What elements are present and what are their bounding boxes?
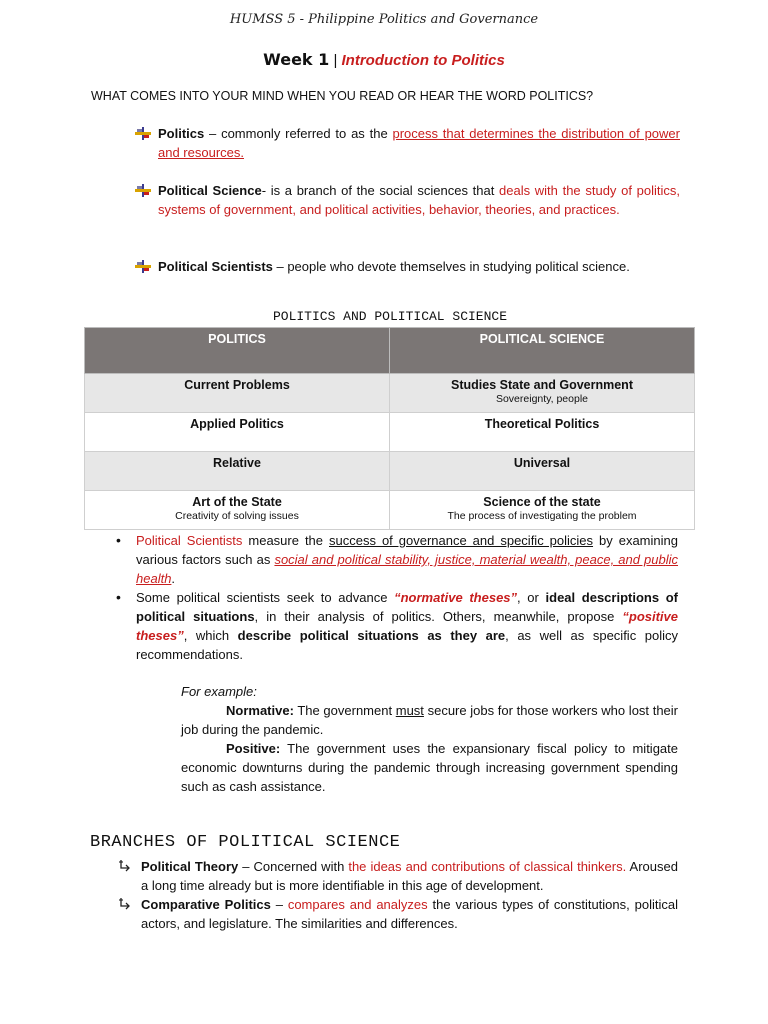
branch-highlight: the ideas and contributions of classical thinkers. (348, 859, 627, 874)
example-positive (181, 739, 678, 796)
cell-main: Art of the State (192, 495, 282, 509)
cell-main: Science of the state (483, 495, 601, 509)
note-underlined: success of governance and specific policies (329, 533, 594, 548)
cell-main: Applied Politics (190, 417, 284, 431)
note-text: , as well as specific policy recommendations. (136, 628, 678, 662)
colored-bullet-icon (135, 184, 151, 197)
branch-text: Aroused a long time already but is more identifiable in this age of development. (141, 859, 678, 893)
table-row (85, 491, 695, 530)
note-text: , which (183, 628, 238, 643)
table-cell (85, 491, 390, 530)
example-underlined: must (395, 703, 424, 718)
branch-term: Comparative Politics (141, 897, 271, 912)
cell-sub: The process of investigating the problem (447, 510, 637, 522)
note-text: , in their analysis of politics. Others, meanwhile, propose (254, 609, 623, 624)
note-bold: ideal descriptions of political situations (136, 590, 678, 624)
week-heading (0, 50, 768, 69)
note-bold: describe political situations as they are (237, 628, 506, 643)
definition-text: - is a branch of the social sciences that (261, 183, 500, 198)
definition-politics (135, 124, 680, 162)
table-title: POLITICS AND POLITICAL SCIENCE (272, 309, 508, 324)
week-topic: Introduction to Politics (341, 52, 505, 69)
branches-heading: BRANCHES OF POLITICAL SCIENCE (90, 833, 401, 852)
table-cell (85, 452, 390, 491)
branch-text: the various types of constitutions, political actors, and legislature. The similarities and differences. (141, 897, 678, 931)
hand-pointer-icon (118, 897, 132, 911)
note-term: Political Scientists (136, 533, 243, 548)
cell-main: Theoretical Politics (484, 417, 600, 431)
cell-sub: Creativity of solving issues (175, 510, 299, 522)
example-normative (181, 701, 678, 739)
definition-term: Politics (158, 126, 205, 141)
positive-theses: “positive theses” (136, 609, 678, 643)
note-text: measure the (242, 533, 329, 548)
hand-pointer-icon (118, 859, 132, 873)
branch-item (118, 857, 678, 895)
table-cell (390, 491, 695, 530)
bullet-dot-icon: • (116, 532, 121, 548)
normative-theses: “normative theses” (394, 590, 518, 605)
cell-main: Current Problems (184, 378, 290, 392)
cell-main: Relative (213, 456, 261, 470)
colored-bullet-icon (135, 260, 151, 273)
document-header: HUMSS 5 - Philippine Politics and Governance (229, 12, 539, 27)
cell-main: Universal (513, 456, 571, 470)
note-item (114, 588, 678, 664)
example-label: Normative: (226, 703, 294, 718)
example-text: The government uses the expansionary fiscal policy to mitigate economic downturns during the pandemic through increasing government spending such as cash assistance. (181, 741, 678, 794)
example-label: Positive: (226, 741, 281, 756)
definition-highlight: deals with the study of politics, systems of government, and political activities, behavior, theories, and practices. (158, 183, 680, 217)
definition-political-scientists (135, 257, 680, 276)
definition-political-science (135, 181, 680, 219)
cell-sub: Sovereignty, people (495, 393, 589, 405)
table-row (85, 452, 695, 491)
branch-item (118, 895, 678, 933)
branch-text: – Concerned with (238, 859, 349, 874)
table-cell (85, 413, 390, 452)
table-row (85, 413, 695, 452)
branch-term: Political Theory (141, 859, 239, 874)
definition-term: Political Scientists (158, 259, 273, 274)
note-text: . (171, 571, 176, 586)
table-cell (85, 374, 390, 413)
branch-text: – (270, 897, 288, 912)
example-block (181, 682, 678, 796)
comparison-table (84, 327, 695, 530)
bullet-dot-icon: • (116, 589, 121, 605)
note-highlight: social and political stability, justice, material wealth, peace, and public health (136, 552, 679, 586)
definition-text: – commonly referred to as the (204, 126, 393, 141)
column-header: POLITICS (85, 328, 390, 374)
notes-list (114, 531, 678, 664)
example-text: The government (293, 703, 396, 718)
table-row (85, 374, 695, 413)
table-cell (390, 452, 695, 491)
table-cell (390, 413, 695, 452)
branches-list (118, 857, 678, 933)
week-label: Week 1 (263, 50, 330, 69)
example-intro: For example: (181, 684, 257, 699)
definition-text: – people who devote themselves in studying political science. (272, 259, 630, 274)
note-text: by examining various factors such as (136, 533, 678, 567)
table-cell (390, 374, 695, 413)
example-text: secure jobs for those workers who lost their job during the pandemic. (181, 703, 678, 737)
week-separator: | (333, 52, 338, 69)
colored-bullet-icon (135, 127, 151, 140)
cell-main: Studies State and Government (451, 378, 633, 392)
guide-question: WHAT COMES INTO YOUR MIND WHEN YOU READ OR HEAR THE WORD POLITICS? (91, 89, 594, 103)
column-header: POLITICAL SCIENCE (390, 328, 695, 374)
note-item (114, 531, 678, 588)
note-text: Some political scientists seek to advance (136, 590, 395, 605)
definition-term: Political Science (158, 183, 262, 198)
table-header-row (85, 328, 695, 374)
definition-highlight: process that determines the distribution of power and resources. (158, 126, 680, 160)
branch-highlight: compares and analyzes (287, 897, 428, 912)
note-text: , or (517, 590, 546, 605)
